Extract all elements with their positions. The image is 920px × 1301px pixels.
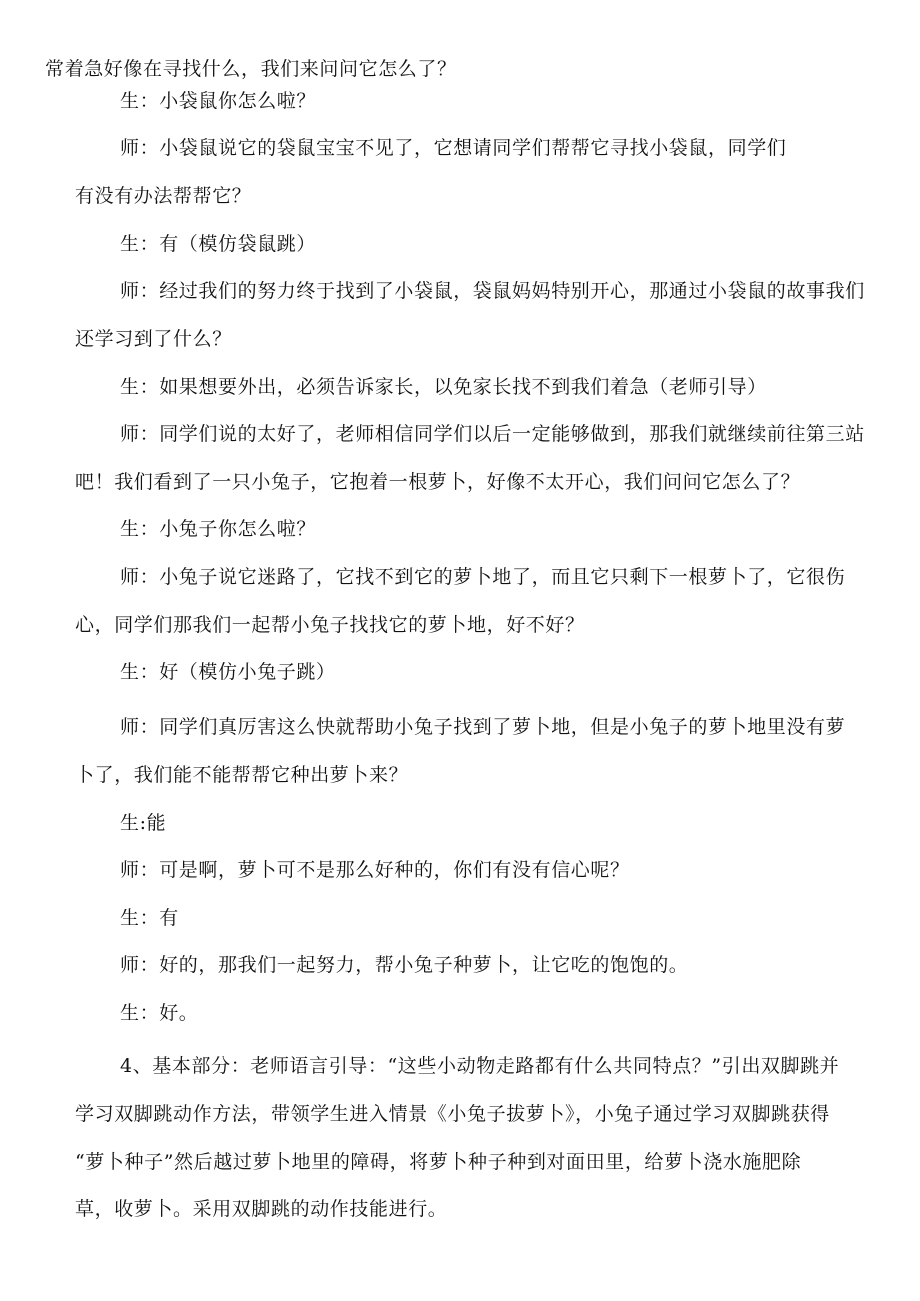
text-line: 卜了，我们能不能帮帮它种出萝卜来？: [75, 764, 409, 786]
text-line: 生：好。: [120, 1002, 199, 1024]
text-line: 生:能: [120, 812, 167, 834]
text-line: 师：小兔子说它迷路了，它找不到它的萝卜地了，而且它只剩下一根萝卜了，它很伤: [120, 566, 846, 588]
text-line: 有没有办法帮帮它？: [75, 185, 252, 207]
text-line: 心，同学们那我们一起帮小兔子找找它的萝卜地，好不好？: [75, 614, 585, 636]
text-line: 生：如果想要外出，必须告诉家长，以免家长找不到我们着急（老师引导）: [120, 376, 767, 398]
text-line: 师：同学们说的太好了，老师相信同学们以后一定能够做到，那我们就继续前往第三站: [120, 423, 865, 445]
text-line: 学习双脚跳动作方法，带领学生进入情景《小兔子拔萝卜》，小兔子通过学习双脚跳获得: [75, 1103, 830, 1125]
text-line: 师：可是啊，萝卜可不是那么好种的，你们有没有信心呢？: [120, 859, 630, 881]
text-line: 师：同学们真厉害这么快就帮助小兔子找到了萝卜地，但是小兔子的萝卜地里没有萝: [120, 716, 846, 738]
text-line: 生：有（模仿袋鼠跳）: [120, 233, 317, 255]
text-line: 生：小兔子你怎么啦？: [120, 518, 317, 540]
text-line: 生：小袋鼠你怎么啦？: [120, 90, 317, 112]
text-line: 师：经过我们的努力终于找到了小袋鼠，袋鼠妈妈特别开心，那通过小袋鼠的故事我们: [120, 280, 865, 302]
text-line: 4、基本部分：老师语言引导：“这些小动物走路都有什么共同特点？”引出双脚跳并: [120, 1055, 840, 1077]
text-line: 师：好的，那我们一起努力，帮小兔子种萝卜，让它吃的饱饱的。: [120, 954, 689, 976]
text-line: 生：好（模仿小兔子跳）: [120, 661, 336, 683]
text-line: 生：有: [120, 907, 179, 929]
text-line: 草，收萝卜。采用双脚跳的动作技能进行。: [75, 1198, 448, 1220]
text-line: 常着急好像在寻找什么，我们来问问它怎么了？: [45, 58, 457, 80]
text-line: 师：小袋鼠说它的袋鼠宝宝不见了，它想请同学们帮帮它寻找小袋鼠，同学们: [120, 137, 787, 159]
text-line: 吧！我们看到了一只小兔子，它抱着一根萝卜，好像不太开心，我们问问它怎么了？: [75, 471, 801, 493]
text-line: “萝卜种子”然后越过萝卜地里的障碍，将萝卜种子种到对面田里，给萝卜浇水施肥除: [75, 1151, 802, 1173]
text-line: 还学习到了什么？: [75, 328, 232, 350]
